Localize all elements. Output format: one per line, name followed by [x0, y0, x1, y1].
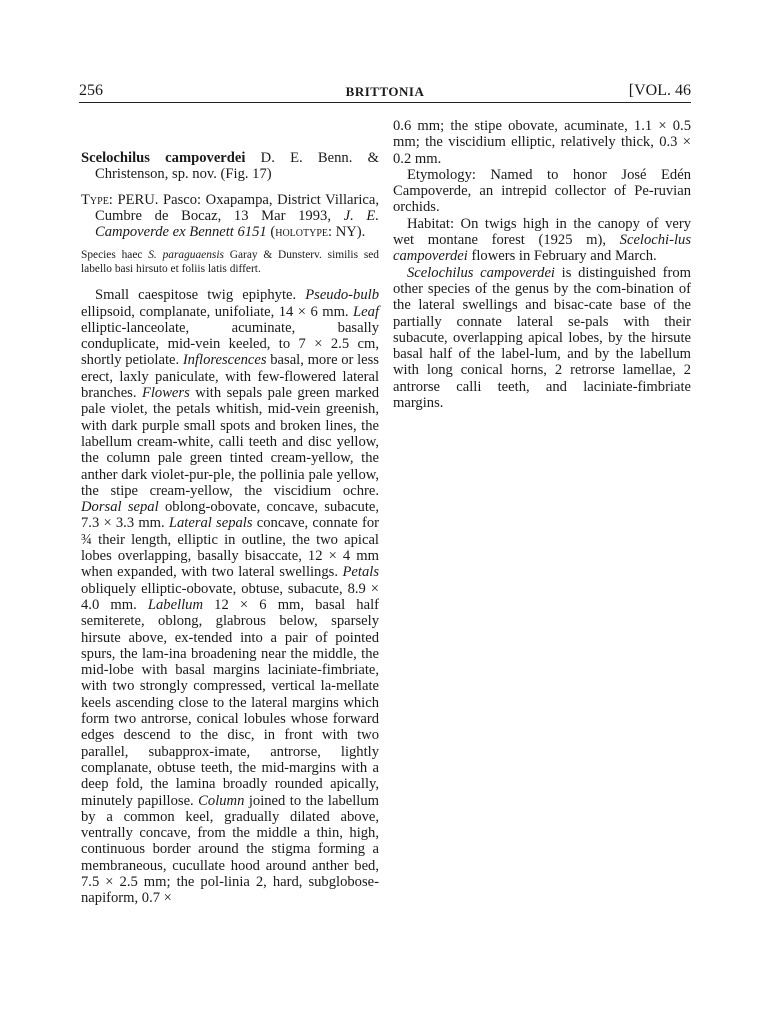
desc-text: joined to the labellum by a common keel, gradually dilated above, ventrally concave, from the middle a thin, high, continuous border around the stigma forming a membraneous, cucullate hood around anther bed, 7.5 × 2.5 mm; the pol-linia 2, hard, subglobose-napiform, 0.7 × [81, 792, 379, 907]
desc-text: concave, connate for ¾ their length, elliptic in outline, the two apical lobes overlapping, basally bisaccate, 12 × 4 mm when expanded, with two lateral swellings. [81, 515, 379, 581]
running-header [79, 82, 691, 102]
habitat-paragraph [393, 216, 691, 265]
desc-text: basal, more or less erect, laxly paniculate, with few-flowered lateral branches. [81, 352, 379, 402]
diagnosis-species: Scelochilus campoverdei [407, 264, 555, 281]
habitat-species: Scelochi-lus campoverdei [393, 232, 691, 265]
holotype-label: holotype: [275, 224, 333, 241]
type-locality: PERU. Pasco: Oxapampa, District Villarica, Cumbre de Bocaz, 13 Mar 1993, [95, 191, 379, 224]
desc-text: Small caespitose twig epiphyte. [95, 287, 306, 304]
habitat-text: Habitat: On twigs high in the canopy of very wet montane forest (1925 m), [393, 215, 691, 249]
type-text: ( [266, 224, 276, 241]
left-column [81, 150, 379, 907]
species-name: Scelochilus campoverdei [81, 150, 246, 166]
desc-term: Column [198, 792, 245, 809]
desc-term: Leaf [353, 303, 379, 320]
type-herbarium: NY). [332, 224, 366, 241]
habitat-text: flowers in February and March. [467, 248, 657, 265]
desc-term: Lateral sepals [168, 515, 253, 532]
desc-text: oblong-obovate, concave, subacute, 7.3 × 3.3 mm. [81, 499, 380, 532]
etymology-paragraph: Etymology: Named to honor José Edén Campoverde, an intrepid collector of Pe-ruvian orchids. [393, 166, 691, 216]
right-column [393, 118, 691, 411]
page-number: 256 [79, 82, 103, 99]
desc-term: Pseudo-bulb [305, 287, 379, 304]
latin-diagnosis [81, 249, 379, 276]
desc-term: Petals [342, 564, 379, 581]
desc-text: 12 × 6 mm, basal half semiterete, oblong, glabrous below, sparsely hirsute above, ex-tended into a pair of pointed spurs, the lam-ina broadening near the middle, the mid-lobe with basal margins laciniate-fimbriate, with two strongly compressed, vertical la-mellate keels ascending close to the lateral margins which form two antrorse, conical lobules whose forward edges descend to the disc, in front with two parallel, subapprox-imate, antrorse, lightly complanate, obtuse teeth, the mid-margins with a deep fold, the lamina broadly rounded apically, minutely papillose. [81, 596, 379, 809]
desc-term: Inflorescences [182, 352, 267, 369]
desc-text: with sepals pale green marked pale violet, the petals whitish, mid-vein greenish, with dark purple small spots and broken lines, the labellum cream-white, calli teeth and disc yellow, the column pale green tinted cream-yellow, the anther dark violet-pur-ple, the pollinia pale yellow, the stipe cream-yellow, the viscidium ochre. [81, 385, 379, 499]
species-authors: D. E. Benn. & Christenson, sp. nov. (Fig. 17) [95, 150, 379, 183]
type-collector: J. E. Campoverde ex Bennett 6151 [95, 207, 379, 241]
volume-label: [VOL. 46 [628, 82, 691, 99]
description-continuation: 0.6 mm; the stipe obovate, acuminate, 1.1 × 0.5 mm; the viscidium elliptic, relatively thick, 0.3 × 0.2 mm. [393, 118, 691, 167]
description-paragraph [81, 287, 379, 906]
desc-text: ellipsoid, complanate, unifoliate, 14 × 6 mm. [81, 303, 354, 320]
latin-species: S. paraguaensis [148, 249, 224, 262]
type-label: Type: [81, 191, 113, 208]
header-rule [79, 102, 691, 103]
diagnosis-paragraph [393, 265, 691, 412]
latin-text: Garay & Dunsterv. similis sed labello basi hirsuto et foliis latis differt. [81, 249, 379, 275]
latin-text: Species haec [81, 249, 149, 262]
desc-text: elliptic-lanceolate, acuminate, basally conduplicate, mid-vein keeled, to 7 × 2.5 cm, shortly petiolate. [81, 319, 379, 369]
type-paragraph [81, 192, 379, 241]
desc-term: Flowers [141, 385, 190, 402]
desc-term: Dorsal sepal [81, 499, 159, 516]
journal-name: BRITTONIA [345, 84, 425, 99]
desc-term: Labellum [147, 596, 204, 613]
diagnosis-text: is distinguished from other species of the genus by the com-bination of the lateral swellings and bisac-cate base of the partially connate lateral se-pals with their subacute, overlapping apical lobes, by the hirsute basal half of the label-lum, and by the labellum with long conical horns, 2 retrorse lamellae, 2 antrorse calli teeth, and laciniate-fimbriate margins. [393, 264, 691, 412]
species-title [81, 150, 379, 183]
desc-text: obliquely elliptic-obovate, obtuse, subacute, 8.9 × 4.0 mm. [81, 580, 379, 613]
